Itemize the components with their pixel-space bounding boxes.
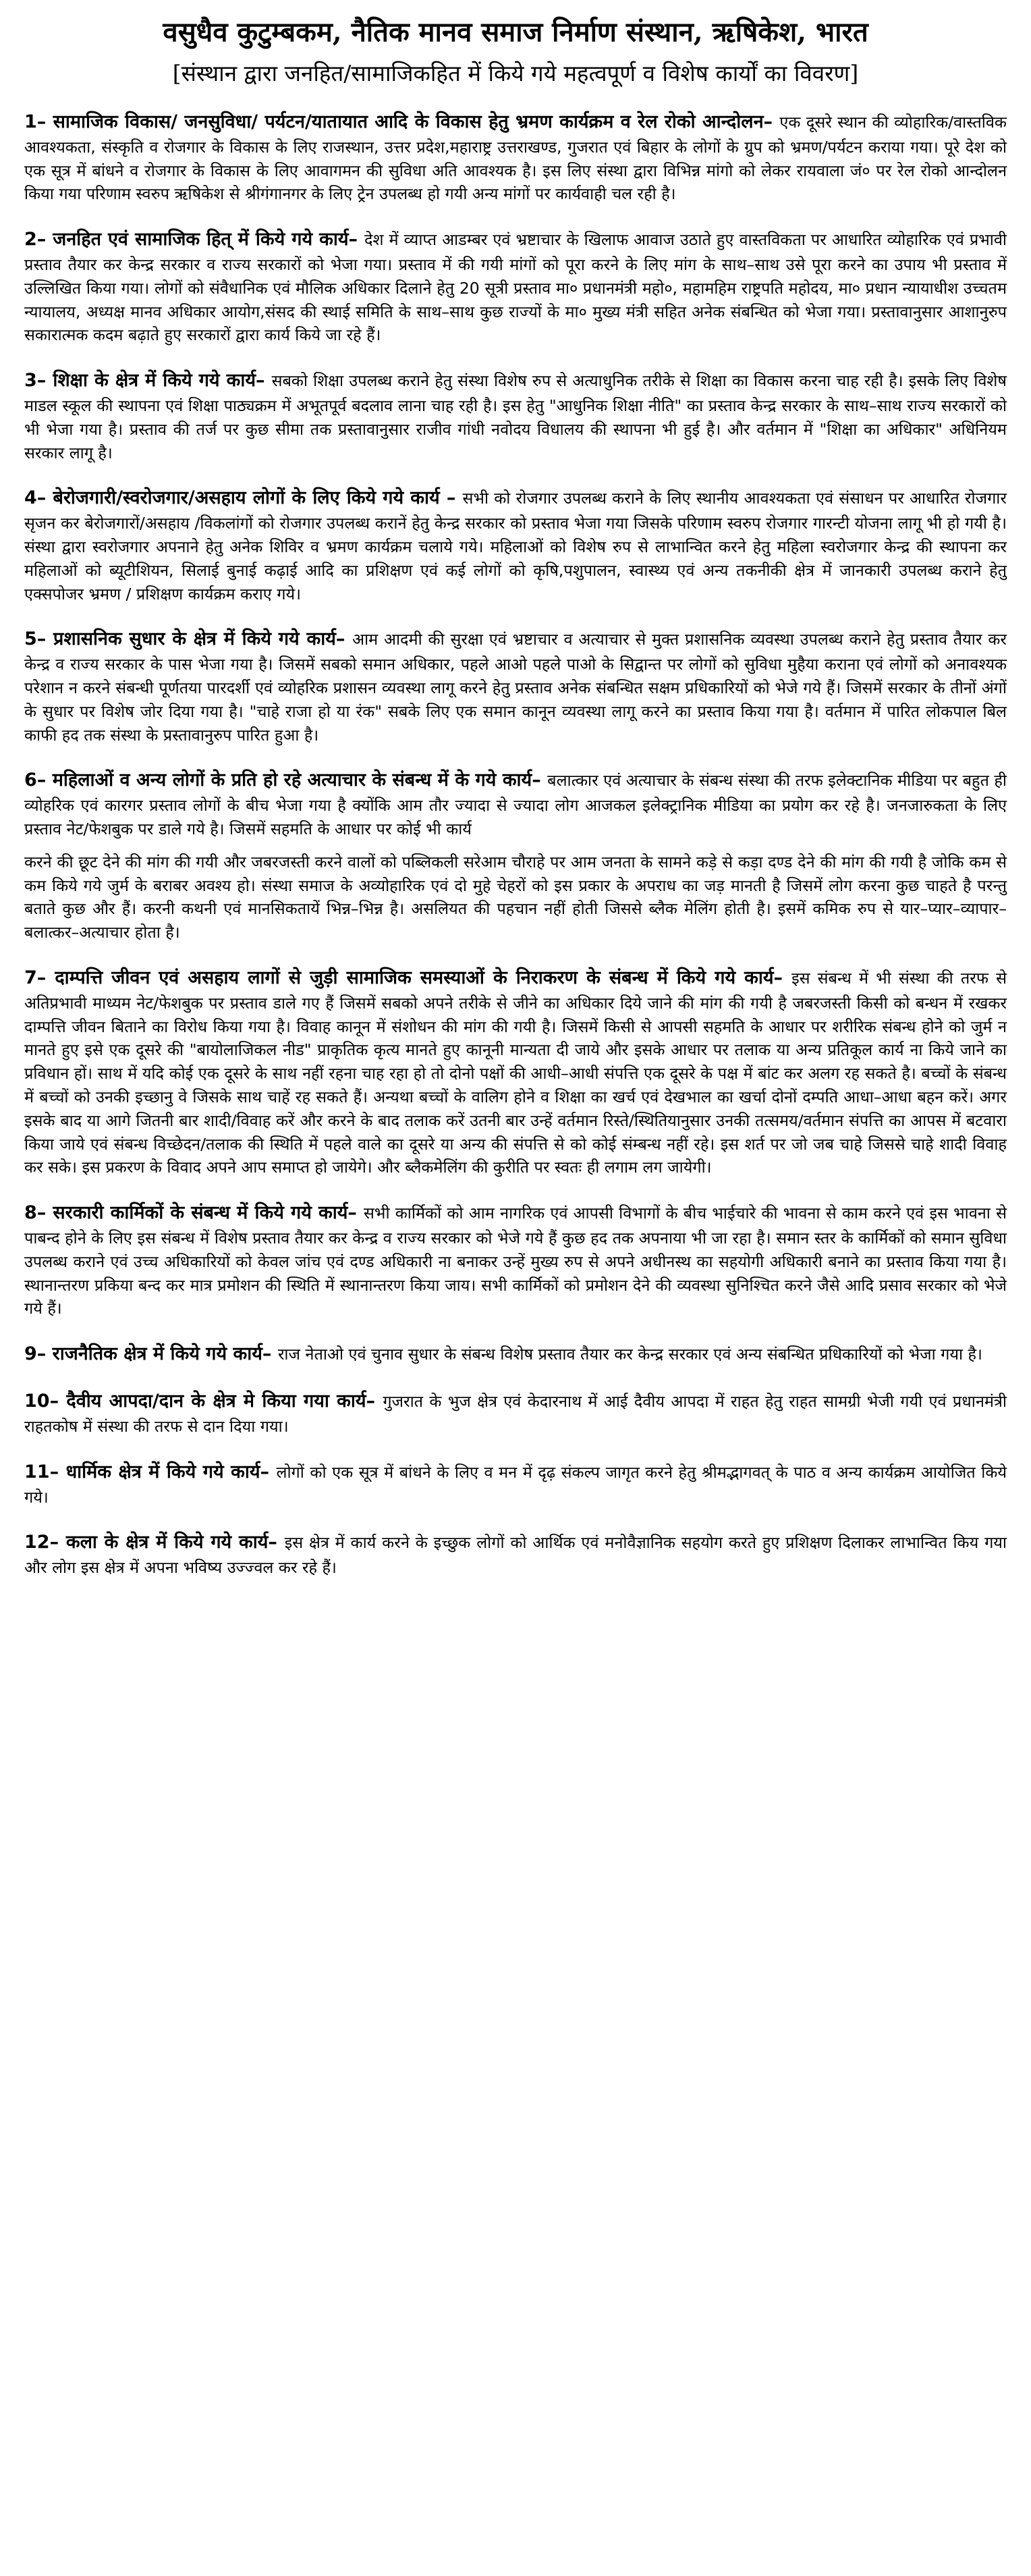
section-body: गुजरात के भुज क्षेत्र एवं केदारनाथ में आई दैवीय आपदा में राहत हेतु राहत सामग्री भेजी गयी एवं प्रधानमंत्री राहतकोष में संस्था की तरफ से दान दिया गया। xyxy=(24,1392,1007,1436)
section-body: सभी कार्मिकों को आम नागरिक एवं आपसी विभागों के बीच भाईचारे की भावना से काम करने एवं इस भावना से पाबन्द होने के लिए इस संबन्ध में विशेष प्रस्ताव तैयार कर केन्द्र व राज्य सरकार को भेजे गये हैं कुछ हद तक अपनाया भी जा रहा है। समान स्तर के कार्मिकों को समान सुविधा उपलब्ध कराने एवं उच्च अधिकारियों को केवल जांच एवं दण्ड अधिकारी ना बनाकर उन्हें मुख्य रुप से अपने अधीनस्थ का सहयोगी अधिकारी बनाने का प्रस्ताव किया गया है। स्थानान्तरण प्रकिया बन्द कर मात्र प्रमोशन की स्थिति में स्थानान्तरण किया जाय। सभी कार्मिकों को प्रमोशन देने की व्यवस्था सुनिश्चित करने जैसे आदि प्रसाव सरकार को भेजे गये हैं। xyxy=(24,1204,1007,1318)
section-11 xyxy=(24,1459,1007,1509)
document-subtitle: [संस्थान द्वारा जनहित/सामाजिकहित में किये गये महत्वपूर्ण व विशेष कार्यों का विवरण] xyxy=(172,60,859,86)
section-heading: 6– महिलाओं व अन्य लोगों के प्रति हो रहे अत्याचार के संबन्ध में के गये कार्य– xyxy=(24,770,548,791)
section-heading: 8– सरकारी कार्मिकों के संबन्ध में किये गये कार्य– xyxy=(24,1202,364,1224)
section-7 xyxy=(24,965,1007,1179)
section-body: इस संबन्ध में भी संस्था की तरफ से अतिप्रभावी माध्यम नेट/फेशबुक पर प्रस्ताव डाले गए हैं जिसमें सबको अपने तरीके से जीने का अधिकार दिये जाने की मांग की गयी है जबरजस्ती किसी को बन्धन में रखकर दाम्पत्ति जीवन बिताने का विरोध किया गया है। विवाह कानून में संशोधन की मांग की गयी है। जिसमें किसी से आपसी सहमति के आधार पर शरीरिक संबन्ध होने को जुर्म न मानते हुए इसे एक दूसरे की "बायोलाजिकल नीड" प्राकृतिक कृत्य मानते हुए कानूनी मान्यता दी जाये और इसके आधार पर तलाक या अन्य प्रतिकूल कार्य ना किये जाने का प्रविधान हों। साथ में यदि कोई एक दूसरे के साथ नहीं रहना चाह रहा हो तो दोनो पक्षों की आधी–आधी संपत्ति एक दूसरे के पक्ष में बांट कर अलग रह सकते है। बच्चों के संबन्ध में बच्चों को उनकी इच्छानु वे जिसके साथ चाहें रह सकते हैं। अन्यथा बच्चों के वालिग होने व शिक्षा का खर्च एवं देखभाल का खर्चा दोनों दम्पति आधा–आधा बहन करें। अगर इसके बाद या आगे जितनी बार शादी/विवाह करें और करने के बाद तलाक करें उतनी बार उन्हें वर्तमान रिस्ते/स्थितियानुसार उनकी तत्समय/वर्तमान संपत्ति का आपस में बटवारा किया जाये एवं संबन्ध विच्छेदन/तलाक की स्थिति में पहले वाले का दूसरे या अन्य की संपत्ति से को कोई संम्बन्ध नहीं रहे। इस शर्त पर जो जब चाहे जिससे चाहे शादी विवाह कर सके। इस प्रकरण के विवाद अपने आप समाप्त हो जायेगे। और ब्लैकमेलिंग की कुरीति पर स्वतः ही लगाम लग जायेगी। xyxy=(24,968,1007,1177)
section-body: इस क्षेत्र में कार्य करने के इच्छुक लोगों को आर्थिक एवं मनोवैज्ञानिक सहयोग करते हुए प्रशिक्षण दिलाकर लाभान्वित किय गया और लोग इस क्षेत्र में अपना भविष्य उज्ज्वल कर रहे हैं। xyxy=(24,1533,1007,1578)
section-body: बलात्कार एवं अत्याचार के संबन्ध संस्था की तरफ इलेक्टानिक मीडिया पर बहुत ही व्योहरिक एवं कारगर प्रस्ताव लोगों के बीच भेजा गया है क्योंकि आम तौर ज्यादा से ज्यादा लोग आजकल इलेक्ट्रानिक मीडिया का प्रयोग कर रहे है। जनजारुकता के लिए प्रस्ताव नेट/फेशबुक पर डाले गये है। जिसमें सहमति के आधार पर कोई भी कार्य xyxy=(24,771,1007,839)
document-title: वसुधैव कुटुम्बकम, नैतिक मानव समाज निर्माण संस्थान, ऋषिकेश, भारत xyxy=(163,16,868,48)
section-heading: 10– दैवीय आपदा/दान के क्षेत्र मे किया गया कार्य– xyxy=(24,1391,383,1412)
section-heading: 9– राजनैतिक क्षेत्र में किये गये कार्य– xyxy=(24,1343,278,1365)
section-9 xyxy=(24,1341,1007,1368)
section-3 xyxy=(24,367,1007,464)
section-heading: 1– सामाजिक विकास/ जनसुविधा/ पर्यटन/यातायात आदि के विकास हेतु भ्रमण कार्यक्रम व रेल रोको आन्दोलन– xyxy=(24,111,780,132)
section-continuation: करने की छूट देने की मांग की गयी और जबरजस्ती करने वालों को पब्लिकली सरेआम चौराहे पर आम जनता के सामने कड़े से कड़ा दण्ड देने की मांग की गयी है जोकि कम से कम किये गये जुर्म के बराबर अवश्य हो। संस्था समाज के अव्योहारिक एवं दो मुहे चेहरों को इस प्रकार के अपराध का जड़ मानती है जिसमें लोग करना कुछ चाहते है परन्तु बताते कुछ और हैं। करनी कथनी एवं मानसिकतायें भिन्न–भिन्न है। असलियत की पहचान नहीं होती जिससे ब्लैक मेलिंग होती है। इसमें कमिक रुप से यार–प्यार–व्यापार–बलात्कर–अत्याचार होता है। xyxy=(24,852,1007,942)
section-8 xyxy=(24,1200,1007,1320)
section-body: लोगों को एक सूत्र में बांधने के लिए व मन में दृढ़ संकल्प जागृत करने हेतु श्रीमद्भागवत् के पाठ व अन्य कार्यक्रम आयोजित किये गये। xyxy=(24,1462,1007,1507)
section-heading: 7– दाम्पत्ति जीवन एवं असहाय लागों से जुड़ी सामाजिक समस्याओं के निराकरण के संबन्ध में किये गये कार्य– xyxy=(24,967,792,988)
section-1 xyxy=(24,109,1007,206)
section-4 xyxy=(24,485,1007,606)
section-2 xyxy=(24,226,1007,347)
section-body: राज नेताओ एवं चुनाव सुधार के संबन्ध विशेष प्रस्ताव तैयार कर केन्द्र सरकार एवं अन्य संबन्धित प्रधिकारियों को भेजा गया है। xyxy=(277,1345,982,1364)
section-body: देश में व्याप्त आडम्बर एवं भ्रष्टाचार के खिलाफ आवाज उठाते हुए वास्तविकता पर आधारित व्योहारिक एवं प्रभावी प्रस्ताव तैयार कर केन्द्र सरकार व राज्य सरकारों को भेजा गया। प्रस्ताव में की गयी मांगों को पूरा करने के लिए मांग के साथ–साथ उसे पूरा करने का उपाय भी प्रस्ताव में उल्लिखित किया गया। लोगों को संवैधानिक एवं मौलिक अधिकार दिलाने हेतु 20 सूत्री प्रस्ताव मा० प्रधानमंत्री महो०, महामहिम राष्ट्रपति महोदय, मा० प्रधान न्यायाधीश उच्चतम न्यायालय, अध्यक्ष मानव अधिकार आयोग,संसद की स्थाई समिति के साथ–साथ कुछ राज्यों के मा० मुख्य मंत्री सहित अनेक संबन्धित को भेजा गया। प्रस्तावानुसार आशानुरुप सकारात्मक कदम बढ़ाते हुए सरकारों द्वारा कार्य किये जा रहे हैं। xyxy=(24,230,1007,345)
section-heading: 4– बेरोजगारी/स्वरोजगार/असहाय लोगों के लिए किये गये कार्य – xyxy=(24,487,463,509)
section-12 xyxy=(24,1529,1007,1580)
section-body: सभी को रोजगार उपलब्ध कराने के लिए स्थानीय आवश्यकता एवं संसाधन पर आधारित रोजगार सृजन कर बेरोजगारों/असहाय /विकलांगों को रोजगार उपलब्ध करानें हेतु केन्द्र सरकार को प्रस्ताव भेजा गया जिसके परिणाम स्वरुप रोजगार गारन्टी योजना लागू भी हो गयी है। संस्था द्वारा स्वरोजगार अपनाने हेतु अनेक शिविर व भ्रमण कार्यक्रम चलाये गये। महिलाओं को विशेष रुप से लाभान्वित करने हेतु महिला स्वरोजगार केन्द्र की स्थापना कर महिलाओं को ब्यूटीशियन, सिलाई बुनाई कढ़ाई आदि का प्रशिक्षण एवं कई लोगों को कृषि,पशुपालन, स्वास्थ्य एवं अन्य तकनीकी क्षेत्र में जानकारी उपलब्ध कराने हेतु एक्सपोजर भ्रमण / प्रशिक्षण कार्यक्रम कराए गये। xyxy=(24,489,1007,603)
section-heading: 5– प्रशासनिक सुधार के क्षेत्र में किये गये कार्य– xyxy=(24,628,353,650)
section-heading: 11– धार्मिक क्षेत्र में किये गये कार्य– xyxy=(24,1461,277,1482)
section-6 xyxy=(24,767,1007,944)
section-heading: 12– कला के क्षेत्र में किये गये कार्य– xyxy=(24,1532,285,1553)
section-body: एक दूसरे स्थान की व्योहारिक/वास्तविक आवश्यकता, संस्कृति व रोजगार के विकास के लिए राजस्थान, उत्तर प्रदेश,महाराष्ट्र उत्तराखण्ड, गुजरात एवं बिहार के लोगों के ग्रुप को भ्रमण/पर्यटन कराया गया। पूरे देश को एक सूत्र में बांधने व रोजगार के विकास के लिए आवागमन की सुविधा अति आवश्यक है। इस लिए संस्था द्वारा विभिन्न मांगो को लेकर रायवाला जं० पर रेल रोको आन्दोलन किया गया परिणाम स्वरुप ऋषिकेश से श्रीगंगानगर के लिए ट्रेन उपलब्ध हो गयी अन्य मांगों पर कार्यवाही चल रही है। xyxy=(24,112,1007,204)
section-heading: 2– जनहित एवं सामाजिक हित् में किये गये कार्य– xyxy=(24,229,365,250)
section-5 xyxy=(24,626,1007,747)
section-10 xyxy=(24,1388,1007,1439)
section-heading: 3– शिक्षा के क्षेत्र में किये गये कार्य– xyxy=(24,370,272,392)
section-body: सबको शिक्षा उपलब्ध कराने हेतु संस्था विशेष रुप से अत्याधुनिक तरीके से शिक्षा का विकास करना चाह रही है। इसके लिए विशेष माडल स्कूल की स्थापना एवं शिक्षा पाठ्यक्रम में अभूतपूर्व बदलाव लाना चाह रही है। इस हेतु "आधुनिक शिक्षा नीति" का प्रस्ताव केन्द्र सरकार के साथ–साथ राज्य सरकारों को भी भेजा गया है। प्रस्ताव की तर्ज पर कुछ सीमा तक प्रस्तावानुसार राजीव गांधी नवोदय विधालय की स्थापना भी हुई है। और वर्तमान में "शिक्षा का अधिकार" अधिनियम सरकार लागू है। xyxy=(24,371,1007,462)
section-body: आम आदमी की सुरक्षा एवं भ्रष्टाचार व अत्याचार से मुक्त प्रशासनिक व्यवस्था उपलब्ध कराने हेतु प्रस्ताव तैयार कर केन्द्र व राज्य सरकार के पास भेजा गया है। जिसमें सबको समान अधिकार, पहले आओ पहले पाओ के सिद्वान्त पर लोगों को सुविधा मुहैया कराना एवं लोगों को अनावश्यक परेशान न करने संबन्धी पूर्णतया पारदर्शी एवं व्योहरिक प्रशासन व्यवस्था लागू करने हेतु प्रस्ताव अनेक संबन्धित सक्षम प्रधिकारियों को भेजे गये हैं। जिसमें सरकार के तीनों अंगों के सुधार पर विशेष जोर दिया गया है। "चाहे राजा हो या रंक" सबके लिए एक समान कानून व्यवस्था लागू करने का प्रस्ताव किया गया है। वर्तमान में पारित लोकपाल बिल काफी हद तक संस्था के प्रस्तावानुरुप पारित हुआ है। xyxy=(24,630,1007,745)
